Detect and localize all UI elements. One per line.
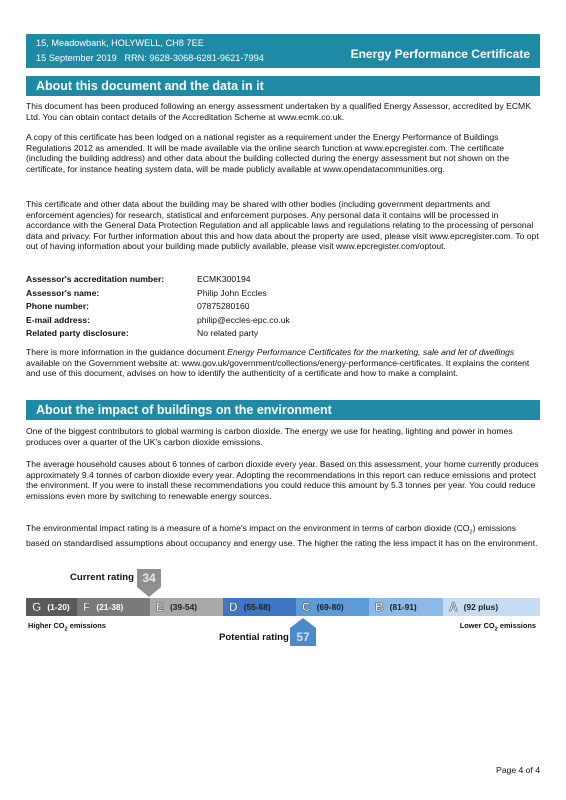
higher-label-text-end: emissions	[67, 621, 106, 630]
assessor-value: No related party	[197, 328, 259, 339]
band-range: (55-68)	[243, 602, 271, 612]
assessor-label: E-mail address:	[26, 314, 90, 325]
band-range: (69-80)	[316, 602, 344, 612]
assessor-label: Related party disclosure:	[26, 328, 129, 339]
lower-label-sub: 2	[494, 626, 498, 633]
assessor-row	[26, 327, 290, 341]
paragraph-register: A copy of this certificate has been lodged on a national register as a requirement under the Energy Performance of Buildings Regulations 2012 as amended. It will be made available via the online search function at www.epcregister.com. The certificate (including the building address) and other data about the building collected during the energy assessment but not shown on the certificate, for instance heating system data, will be made publicly available at www.opendatacommunities.org.	[26, 132, 510, 174]
band-letter: F	[83, 600, 91, 614]
assessor-details	[26, 273, 290, 341]
band-d	[223, 598, 296, 616]
band-a	[443, 598, 540, 616]
certificate-header	[26, 34, 540, 68]
assessor-value: 07875280160	[197, 301, 250, 312]
assessor-row	[26, 300, 290, 314]
certificate-date-rrn	[36, 53, 264, 63]
potential-rating-label: Potential rating	[219, 632, 289, 643]
paragraph-guidance	[26, 347, 540, 379]
certificate-date: 15 September 2019	[36, 53, 117, 63]
page-number: Page 4 of 4	[496, 765, 540, 775]
assessor-row	[26, 273, 290, 287]
lower-label-text-end: emissions	[497, 621, 536, 630]
band-letter: C	[302, 600, 311, 614]
impact-text-a: The environmental impact rating is a measure of a home's impact on the environment in terms of carbon dioxide (CO	[26, 523, 470, 533]
document-title: Energy Performance Certificate	[350, 47, 530, 61]
band-letter: D	[229, 600, 238, 614]
band-range: (92 plus)	[463, 602, 499, 612]
rrn-number: 9628-3068-6281-9621-7994	[149, 53, 264, 63]
guidance-text-end: available on the Government website at: www.gov.uk/government/collections/energy-performance-certificates. It explains the content and use of this document, advises on how to identify the authenticity of a certificate and how to make a complaint.	[26, 357, 530, 379]
environmental-impact-scale	[26, 598, 540, 616]
band-b	[369, 598, 443, 616]
band-range: (39-54)	[170, 602, 198, 612]
potential-rating-marker: 57	[290, 628, 316, 646]
lower-label-text: Lower CO	[459, 621, 495, 630]
paragraph-data-sharing: This certificate and other data about the building may be shared with other bodies (including government departments and enforcement agencies) for research, statistical and enforcement purposes. Any personal data it contains will be processed in accordance with the General Data Protection Regulation and all applicable laws and regulations relating to the processing of personal data and privacy. For further information about this and how data about the property are used, please visit www.epcregister.com. To opt out of having information about your building made publicly available, please visit www.epcregister.com/optout.	[26, 199, 539, 252]
assessor-label: Assessor's name:	[26, 287, 100, 298]
higher-label-sub: 2	[64, 626, 68, 633]
lower-emissions-label	[460, 621, 536, 632]
guidance-text-start: There is more information in the guidance document	[26, 347, 228, 357]
assessor-value: Philip John Eccles	[197, 287, 267, 298]
paragraph-global-warming: One of the biggest contributors to global warming is carbon dioxide. The energy we use for heating, lighting and power in homes produces over a quarter of the UK's carbon dioxide emissions.	[26, 426, 513, 447]
higher-emissions-label	[28, 621, 106, 632]
assessor-value: philip@eccles-epc.co.uk	[197, 314, 290, 325]
rrn-label: RRN:	[124, 53, 147, 63]
band-range: (1-20)	[47, 602, 70, 612]
current-rating-marker: 34	[137, 569, 161, 587]
current-rating-pointer	[137, 587, 161, 597]
section-heading-environment: About the impact of buildings on the environment	[26, 400, 540, 420]
band-letter: G	[32, 600, 42, 614]
impact-text-b: ) emissions based on standardised assumptions about occupancy and energy use. The higher the rating the less impact it has on the environment.	[26, 523, 538, 549]
band-range: (21-38)	[96, 602, 124, 612]
band-letter: B	[375, 600, 384, 614]
band-letter: E	[156, 600, 165, 614]
impact-text-sub: 2	[469, 529, 473, 536]
assessor-label: Phone number:	[26, 301, 90, 312]
paragraph-assessment: This document has been produced following an energy assessment undertaken by a qualified Energy Assessor, accredited by ECMK Ltd. You can obtain contact details of the Accreditation Scheme at www.ecmk.co.uk.	[26, 101, 531, 122]
paragraph-household-emissions: The average household causes about 6 tonnes of carbon dioxide every year. Based on this assessment, your home currently produces approximately 9.4 tonnes of carbon dioxide every year. Adopting the recommendations in this report can reduce emissions and protect the environment. If you were to install these recommendations you could reduce this amount by 5.3 tonnes per year. You could reduce emissions even more by switching to renewable energy sources.	[26, 459, 539, 501]
band-range: (81-91)	[389, 602, 417, 612]
assessor-value: ECMK300194	[197, 274, 251, 284]
assessor-row	[26, 314, 290, 328]
assessor-label: Assessor's accreditation number:	[26, 274, 165, 284]
potential-rating-pointer	[290, 618, 316, 628]
property-address: 15, Meadowbank, HOLYWELL, CH8 7EE	[36, 38, 204, 48]
band-c	[296, 598, 369, 616]
band-f	[77, 598, 150, 616]
section-heading-about-document: About this document and the data in it	[26, 76, 540, 96]
higher-label-text: Higher CO	[28, 621, 65, 630]
paragraph-impact-rating	[26, 523, 540, 549]
band-letter: A	[449, 600, 458, 614]
assessor-row	[26, 287, 290, 301]
current-rating-label: Current rating	[70, 572, 134, 583]
band-g	[26, 598, 77, 616]
guidance-document-title: Energy Performance Certificates for the marketing, sale and let of dwellings	[227, 347, 515, 357]
band-e	[150, 598, 223, 616]
